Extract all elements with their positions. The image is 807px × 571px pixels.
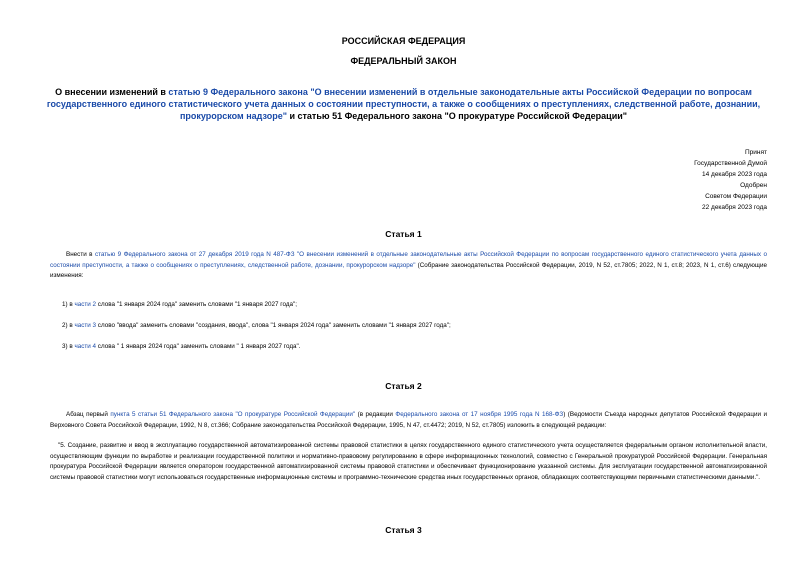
- adoption-block: [567, 147, 767, 213]
- article-1-item-3: [62, 342, 762, 352]
- article-1-link-law[interactable]: Федерального закона от 27 декабря 2019 года N 487-ФЗ "О внесении изменений в отдельные законодательные акты Российской Федерации по вопросам государственного единого статистического учета данных о состоянии преступности, а также о сообщениях о преступлениях, следственной работе, дознании, прокурорском надзоре": [50, 251, 768, 269]
- item-1-link[interactable]: части 2: [74, 301, 97, 308]
- article-2-link-law[interactable]: Федерального закона от 17 ноября 1995 года N 168-ФЗ: [395, 411, 564, 418]
- adoption-line: Советом Федерации: [705, 193, 767, 200]
- item-text: слово "ввода" заменить словами "создания, ввода", слова "1 января 2024 года" заменить словами "1 января 2027 года";: [96, 322, 451, 329]
- article-1-intro: [50, 250, 767, 282]
- article-2-intro-text-mid: (в редакции: [355, 411, 396, 418]
- article-2-intro: [50, 410, 767, 431]
- country-heading: РОССИЙСКАЯ ФЕДЕРАЦИЯ: [341, 36, 466, 46]
- article-2-quote: "5. Создание, развитие и ввод в эксплуатацию государственной автоматизированной системы правовой статистики в целях государственного единого статистического учета осуществляется федеральным органом исполнительной власти, осуществляющим функции по выработке и реализации государственной политики и нормативно-правовому регулированию в сфере информационных технологий, совместно с Генеральной прокуратурой Российской Федерации. Генеральная прокуратура Российской Федерации является оператором государственной автоматизированной системы правовой статистики и обеспечивает функционирование указанной системы. Для эксплуатации государственной автоматизированной системы правовой статистики могут использоваться государственные информационные системы и программно-технические средства иных государственных органов, обладающих соответствующими первичными статистическими данными.".: [50, 442, 767, 481]
- adoption-line: 14 декабря 2023 года: [701, 171, 767, 178]
- article-1-title: Статья 1: [385, 229, 422, 239]
- article-1-item-2: [62, 321, 762, 331]
- law-title-text: О внесении изменений в: [55, 87, 169, 97]
- adoption-line: Государственной Думой: [694, 160, 767, 167]
- article-2-intro-text-end: ) (Ведомости Съезда народных депутатов Российской Федерации и Верховного Совета Российской Федерации, 1992, N 8, ст.366; Собрание законодательства Российской Федерации, 1995, N 47, ст.4472; 2019, N 52, ст.7805) изложить в следующей редакции:: [50, 411, 768, 429]
- article-1-intro-text-end: (Собрание законодательства Российской Федерации, 2019, N 52, ст.7805; 2022, N 1, ст.8; 2023, N 1, ст.6) следующие изменения:: [50, 261, 767, 279]
- item-text: слова "1 января 2024 года" заменить словами "1 января 2027 года";: [96, 301, 297, 308]
- item-3-link[interactable]: части 4: [74, 343, 97, 350]
- law-title: [45, 86, 762, 122]
- item-text: 3) в: [62, 343, 75, 350]
- article-3-title: Статья 3: [385, 525, 422, 535]
- item-text: 1) в: [62, 301, 75, 308]
- law-type-heading: ФЕДЕРАЛЬНЫЙ ЗАКОН: [350, 56, 457, 66]
- adoption-line: 22 декабря 2023 года: [701, 204, 767, 211]
- article-1-link-statya9[interactable]: статью 9: [94, 251, 122, 258]
- article-2-link-punkt5[interactable]: пункта 5 статьи 51 Федерального закона "О прокуратуре Российской Федерации": [110, 411, 356, 418]
- article-1-intro-text: Внести в: [66, 251, 95, 258]
- item-text: слова " 1 января 2024 года" заменить словами " 1 января 2027 года".: [96, 343, 301, 350]
- adoption-line: Принят: [744, 149, 767, 156]
- law-title-link[interactable]: статью 9 Федерального закона "О внесении изменений в отдельные законодательные акты Российской Федерации по вопросам государственного единого статистического учета данных о состоянии преступности, а также о сообщениях о преступлениях, следственной работе, дознании, прокурорском надзоре": [46, 87, 761, 121]
- article-2-title: Статья 2: [385, 381, 422, 391]
- law-title-text-end: и статью 51 Федерального закона "О прокуратуре Российской Федерации": [286, 111, 628, 121]
- adoption-line: Одобрен: [740, 182, 767, 189]
- item-text: 2) в: [62, 322, 75, 329]
- item-2-link[interactable]: части 3: [74, 322, 97, 329]
- article-1-item-1: [62, 300, 762, 310]
- article-2-intro-text: Абзац первый: [66, 411, 111, 418]
